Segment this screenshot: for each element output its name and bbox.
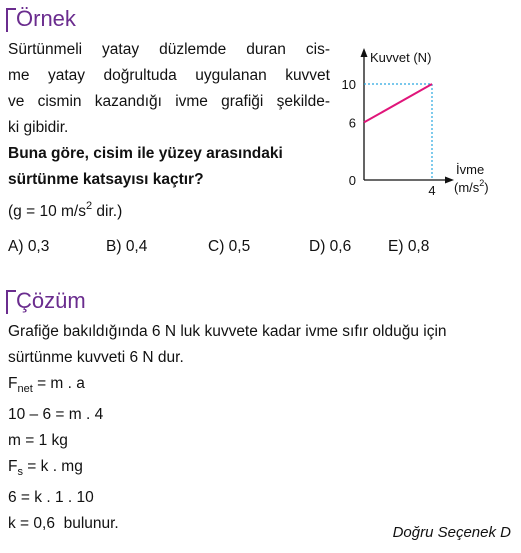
option-b[interactable]: B) 0,4 xyxy=(106,238,148,255)
option-e[interactable]: E) 0,8 xyxy=(388,238,430,255)
x-axis-unit: $(m/s^2)$ xyxy=(454,178,489,195)
equation: 10 – 6 = m . 4 xyxy=(8,406,104,423)
answer-options xyxy=(8,238,478,260)
problem-text xyxy=(8,37,330,141)
solution-heading xyxy=(6,288,86,314)
equation: 6 = k . 1 . 10 xyxy=(8,489,94,506)
solution-heading-text: Çözüm xyxy=(16,288,86,313)
series-line xyxy=(364,84,432,122)
equation: k = 0,6 bulunur. xyxy=(8,515,119,532)
problem-line: ki gibidir. xyxy=(8,119,69,136)
given-suffix: dir.) xyxy=(92,203,123,220)
option-a[interactable]: A) 0,3 xyxy=(8,238,50,255)
x-axis-arrow xyxy=(445,177,454,184)
problem-line: me yatay doğrultuda uygulanan kuvvet xyxy=(8,67,330,84)
correct-answer: Doğru Seçenek D xyxy=(392,524,511,541)
question-text xyxy=(8,141,283,193)
y-tick-label: 10 xyxy=(341,77,356,92)
problem-line: ve cismin kazandığı ivme grafiği şekilde- xyxy=(8,93,330,110)
solution-line: Grafiğe bakıldığında 6 N luk kuvvete kadar ivme sıfır olduğu için xyxy=(8,323,447,340)
given-exponent: 2 xyxy=(85,200,93,212)
equation-fnet: $F_{net} = m$ . a xyxy=(8,375,85,395)
x-tick-label: 4 xyxy=(428,183,436,198)
y-axis-arrow xyxy=(361,48,368,57)
given-prefix: (g = 10 m/s xyxy=(8,203,86,220)
given-text xyxy=(8,193,122,225)
y-tick-label: 6 xyxy=(348,115,356,131)
origin-label: 0 xyxy=(348,173,356,188)
question-line: sürtünme katsayısı kaçtır? xyxy=(8,171,204,188)
x-axis-label: İvme xyxy=(456,162,485,177)
heading-corner-mark xyxy=(6,8,16,32)
example-heading xyxy=(6,6,76,32)
question-line: Buna göre, cisim ile yüzey arasındaki xyxy=(8,145,283,162)
solution-text xyxy=(8,319,447,537)
option-c[interactable]: C) 0,5 xyxy=(208,238,251,255)
heading-corner-mark xyxy=(6,290,16,314)
y-axis-label: Kuvvet (N) xyxy=(370,50,432,65)
option-d[interactable]: D) 0,6 xyxy=(309,238,352,255)
problem-line: Sürtünmeli yatay düzlemde duran cis- xyxy=(8,41,330,58)
equation-fs: $F_s = k$ . mg xyxy=(8,458,83,478)
force-acceleration-graph xyxy=(330,40,510,200)
example-heading-text: Örnek xyxy=(16,6,76,31)
solution-line: sürtünme kuvveti 6 N dur. xyxy=(8,349,184,366)
equation: m = 1 kg xyxy=(8,432,68,449)
